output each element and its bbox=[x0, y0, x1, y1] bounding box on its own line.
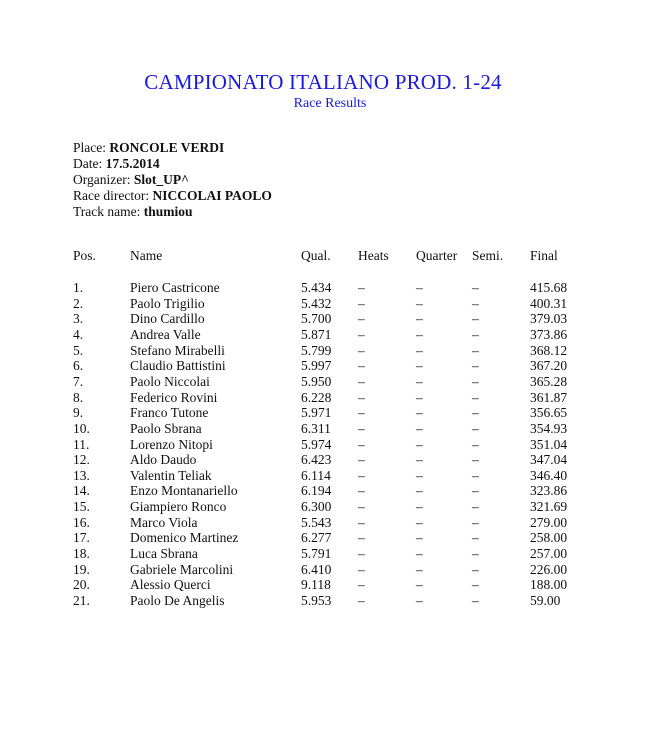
date-label: Date: bbox=[73, 156, 103, 171]
cell-quarter: – bbox=[416, 561, 423, 577]
cell-semi: – bbox=[472, 358, 479, 374]
cell-pos: 18. bbox=[73, 546, 90, 562]
cell-heats: – bbox=[358, 483, 365, 499]
cell-qual: 5.543 bbox=[301, 514, 332, 530]
cell-quarter: – bbox=[416, 389, 423, 405]
cell-pos: 14. bbox=[73, 483, 90, 499]
cell-pos: 9. bbox=[73, 405, 84, 421]
column-header-pos: Pos. bbox=[73, 248, 96, 263]
cell-semi: – bbox=[472, 452, 479, 468]
cell-final: 257.00 bbox=[530, 546, 568, 562]
cell-name: Domenico Martinez bbox=[130, 530, 239, 546]
cell-quarter: – bbox=[416, 420, 423, 436]
cell-heats: – bbox=[358, 530, 365, 546]
cell-qual: 6.194 bbox=[301, 483, 332, 499]
cell-semi: – bbox=[472, 577, 479, 593]
cell-semi: – bbox=[472, 514, 479, 530]
cell-final: 346.40 bbox=[530, 467, 568, 483]
cell-final: 373.86 bbox=[530, 326, 568, 342]
cell-qual: 6.277 bbox=[301, 530, 332, 546]
place-value: RONCOLE VERDI bbox=[109, 140, 225, 155]
cell-final: 351.04 bbox=[530, 436, 568, 452]
cell-final: 367.20 bbox=[530, 358, 568, 374]
cell-heats: – bbox=[358, 561, 365, 577]
cell-qual: 5.700 bbox=[301, 311, 332, 327]
cell-name: Giampiero Ronco bbox=[130, 499, 227, 515]
cell-quarter: – bbox=[416, 326, 423, 342]
cell-name: Aldo Daudo bbox=[130, 452, 197, 468]
cell-semi: – bbox=[472, 420, 479, 436]
cell-final: 379.03 bbox=[530, 311, 568, 327]
cell-name: Paolo Sbrana bbox=[130, 420, 202, 436]
cell-pos: 15. bbox=[73, 499, 90, 515]
cell-qual: 5.974 bbox=[301, 436, 332, 452]
cell-heats: – bbox=[358, 326, 365, 342]
organizer-label: Organizer: bbox=[73, 172, 131, 187]
cell-final: 368.12 bbox=[530, 342, 568, 358]
cell-pos: 7. bbox=[73, 373, 84, 389]
cell-name: Andrea Valle bbox=[130, 326, 201, 342]
organizer-value: Slot_UP^ bbox=[133, 172, 189, 187]
cell-pos: 1. bbox=[73, 280, 84, 295]
cell-final: 400.31 bbox=[530, 295, 568, 311]
cell-qual: 5.997 bbox=[301, 358, 332, 374]
cell-quarter: – bbox=[416, 530, 423, 546]
cell-semi: – bbox=[472, 561, 479, 577]
cell-quarter: – bbox=[416, 436, 423, 452]
cell-heats: – bbox=[358, 452, 365, 468]
cell-pos: 13. bbox=[73, 467, 90, 483]
race-info bbox=[73, 140, 272, 220]
cell-quarter: – bbox=[416, 311, 423, 327]
cell-heats: – bbox=[358, 546, 365, 562]
cell-qual: 6.228 bbox=[301, 389, 332, 405]
cell-semi: – bbox=[472, 389, 479, 405]
cell-heats: – bbox=[358, 499, 365, 515]
cell-quarter: – bbox=[416, 483, 423, 499]
cell-semi: – bbox=[472, 546, 479, 562]
cell-quarter: – bbox=[416, 373, 423, 389]
cell-final: 59.00 bbox=[530, 593, 561, 608]
cell-final: 354.93 bbox=[530, 420, 568, 436]
place-label: Place: bbox=[73, 140, 106, 155]
director-label: Race director: bbox=[73, 188, 150, 203]
cell-name: Paolo De Angelis bbox=[130, 593, 225, 608]
cell-final: 323.86 bbox=[530, 483, 568, 499]
column-header-quarter: Quarter bbox=[416, 248, 458, 263]
cell-heats: – bbox=[358, 577, 365, 593]
cell-pos: 19. bbox=[73, 561, 90, 577]
cell-name: Lorenzo Nitopi bbox=[130, 436, 213, 452]
cell-qual: 5.791 bbox=[301, 546, 332, 562]
director-row bbox=[73, 188, 272, 204]
cell-name: Federico Rovini bbox=[130, 389, 218, 405]
cell-name: Marco Viola bbox=[130, 514, 198, 530]
cell-name: Paolo Trigilio bbox=[130, 295, 205, 311]
cell-pos: 11. bbox=[73, 436, 90, 452]
cell-quarter: – bbox=[416, 514, 423, 530]
cell-final: 188.00 bbox=[530, 577, 568, 593]
cell-name: Claudio Battistini bbox=[130, 358, 226, 374]
track-row bbox=[73, 204, 272, 220]
cell-name: Gabriele Marcolini bbox=[130, 561, 234, 577]
cell-qual: 5.953 bbox=[301, 593, 332, 608]
cell-heats: – bbox=[358, 389, 365, 405]
cell-semi: – bbox=[472, 326, 479, 342]
cell-name: Stefano Mirabelli bbox=[130, 342, 225, 358]
cell-heats: – bbox=[358, 514, 365, 530]
cell-heats: – bbox=[358, 467, 365, 483]
cell-final: 279.00 bbox=[530, 514, 568, 530]
cell-name: Dino Cardillo bbox=[130, 311, 205, 327]
cell-semi: – bbox=[472, 342, 479, 358]
cell-heats: – bbox=[358, 295, 365, 311]
cell-semi: – bbox=[472, 405, 479, 421]
cell-pos: 10. bbox=[73, 420, 90, 436]
cell-heats: – bbox=[358, 342, 365, 358]
cell-qual: 5.871 bbox=[301, 326, 332, 342]
cell-qual: 6.410 bbox=[301, 561, 332, 577]
date-row bbox=[73, 156, 272, 172]
cell-semi: – bbox=[472, 467, 479, 483]
cell-final: 415.68 bbox=[530, 280, 568, 295]
cell-name: Alessio Querci bbox=[130, 577, 211, 593]
cell-pos: 6. bbox=[73, 358, 84, 374]
cell-qual: 5.799 bbox=[301, 342, 332, 358]
cell-heats: – bbox=[358, 373, 365, 389]
cell-heats: – bbox=[358, 311, 365, 327]
cell-qual: 6.114 bbox=[301, 467, 331, 483]
cell-heats: – bbox=[358, 420, 365, 436]
cell-heats: – bbox=[358, 436, 365, 452]
cell-quarter: – bbox=[416, 452, 423, 468]
cell-heats: – bbox=[358, 280, 365, 295]
cell-pos: 16. bbox=[73, 514, 90, 530]
cell-final: 365.28 bbox=[530, 373, 568, 389]
cell-qual: 6.423 bbox=[301, 452, 332, 468]
cell-quarter: – bbox=[416, 295, 423, 311]
cell-quarter: – bbox=[416, 342, 423, 358]
cell-name: Luca Sbrana bbox=[130, 546, 198, 562]
cell-quarter: – bbox=[416, 593, 423, 608]
column-header-semi: Semi. bbox=[472, 248, 504, 263]
cell-name: Valentin Teliak bbox=[130, 467, 212, 483]
cell-pos: 17. bbox=[73, 530, 90, 546]
cell-pos: 12. bbox=[73, 452, 90, 468]
cell-pos: 4. bbox=[73, 326, 84, 342]
cell-qual: 6.300 bbox=[301, 499, 332, 515]
page-subtitle: Race Results bbox=[293, 96, 367, 111]
cell-quarter: – bbox=[416, 358, 423, 374]
cell-qual: 5.971 bbox=[301, 405, 332, 421]
cell-final: 356.65 bbox=[530, 405, 568, 421]
track-label: Track name: bbox=[73, 204, 141, 219]
date-value: 17.5.2014 bbox=[105, 156, 160, 171]
column-header-final: Final bbox=[530, 248, 558, 263]
cell-semi: – bbox=[472, 295, 479, 311]
cell-heats: – bbox=[358, 593, 365, 608]
cell-pos: 3. bbox=[73, 311, 84, 327]
cell-quarter: – bbox=[416, 546, 423, 562]
cell-heats: – bbox=[358, 358, 365, 374]
cell-name: Paolo Niccolai bbox=[130, 373, 210, 389]
place-row bbox=[73, 140, 272, 156]
cell-semi: – bbox=[472, 436, 479, 452]
cell-semi: – bbox=[472, 373, 479, 389]
cell-name: Piero Castricone bbox=[130, 280, 220, 295]
cell-semi: – bbox=[472, 280, 479, 295]
column-header-name: Name bbox=[130, 248, 163, 263]
cell-final: 361.87 bbox=[530, 389, 568, 405]
page-title: CAMPIONATO ITALIANO PROD. 1-24 bbox=[144, 70, 502, 94]
cell-quarter: – bbox=[416, 577, 423, 593]
cell-semi: – bbox=[472, 499, 479, 515]
cell-pos: 20. bbox=[73, 577, 90, 593]
cell-final: 258.00 bbox=[530, 530, 568, 546]
cell-quarter: – bbox=[416, 499, 423, 515]
cell-quarter: – bbox=[416, 280, 423, 295]
cell-name: Enzo Montanariello bbox=[130, 483, 238, 499]
cell-heats: – bbox=[358, 405, 365, 421]
cell-pos: 2. bbox=[73, 295, 84, 311]
cell-semi: – bbox=[472, 593, 479, 608]
cell-semi: – bbox=[472, 483, 479, 499]
organizer-row bbox=[73, 172, 272, 188]
cell-final: 226.00 bbox=[530, 561, 568, 577]
cell-pos: 8. bbox=[73, 389, 84, 405]
cell-pos: 21. bbox=[73, 593, 90, 608]
cell-final: 321.69 bbox=[530, 499, 568, 515]
track-value: thumiou bbox=[143, 204, 193, 219]
cell-qual: 5.432 bbox=[301, 295, 332, 311]
cell-pos: 5. bbox=[73, 342, 84, 358]
cell-qual: 5.434 bbox=[301, 280, 332, 295]
cell-quarter: – bbox=[416, 405, 423, 421]
cell-qual: 9.118 bbox=[301, 577, 331, 593]
director-value: NICCOLAI PAOLO bbox=[152, 188, 272, 203]
cell-semi: – bbox=[472, 530, 479, 546]
cell-qual: 5.950 bbox=[301, 373, 332, 389]
column-header-qual: Qual. bbox=[301, 248, 331, 263]
cell-qual: 6.311 bbox=[301, 420, 331, 436]
cell-semi: – bbox=[472, 311, 479, 327]
cell-final: 347.04 bbox=[530, 452, 568, 468]
cell-name: Franco Tutone bbox=[130, 405, 209, 421]
cell-quarter: – bbox=[416, 467, 423, 483]
column-header-heats: Heats bbox=[358, 248, 389, 263]
